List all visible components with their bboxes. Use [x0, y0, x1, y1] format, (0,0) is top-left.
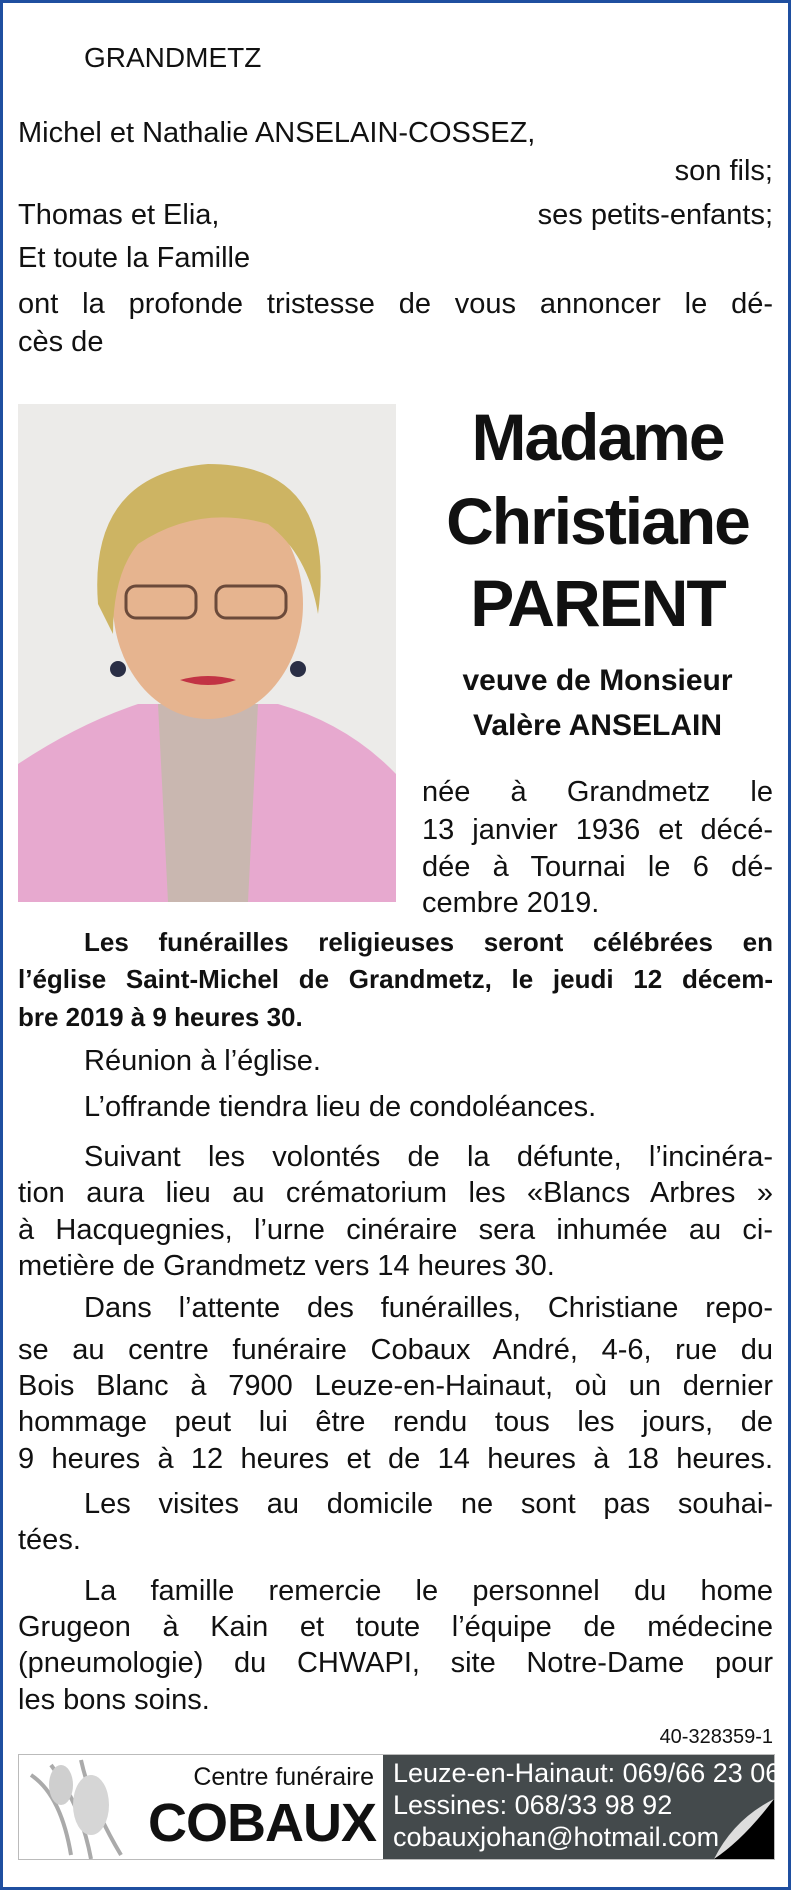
thanks-line: les bons soins.: [18, 1684, 210, 1716]
deceased-first-name: Christiane: [446, 484, 749, 558]
contact-panel: [383, 1755, 781, 1859]
visites-line: Les visites au domicile ne sont pas souhai-: [84, 1488, 773, 1520]
repose-line: 9 heures à 12 heures et de 14 heures à 18 heures.: [18, 1443, 773, 1475]
reunion-text: Réunion à l’église.: [84, 1045, 321, 1077]
birth-line: née à Grandmetz le: [422, 776, 773, 808]
funeral-home-label: Centre funéraire: [193, 1763, 374, 1791]
repose-line: Bois Blanc à 7900 Leuze-en-Hainaut, où un dernier: [18, 1370, 773, 1402]
widow-line: veuve de Monsieur: [462, 664, 733, 697]
birth-line: 13 janvier 1936 et décé-: [422, 814, 773, 846]
funeral-home-ad: [18, 1754, 781, 1860]
thanks-line: (pneumologie) du CHWAPI, site Notre-Dame pour: [18, 1647, 773, 1679]
family-relation-2: ses petits-enfants;: [537, 199, 773, 231]
birth-line: dée à Tournai le 6 dé-: [422, 851, 773, 883]
thanks-line: La famille remercie le personnel du home: [84, 1575, 773, 1607]
repose-line: Dans l’attente des funérailles, Christiane repo-: [84, 1292, 773, 1324]
incineration-line: metière de Grandmetz vers 14 heures 30.: [18, 1250, 555, 1282]
funeral-home-brand: COBAUX: [147, 1793, 376, 1853]
family-line-1: Michel et Nathalie ANSELAIN-COSSEZ,: [18, 117, 536, 149]
incineration-line: à Hacquegnies, l’urne cinéraire sera inhumée au ci-: [18, 1214, 773, 1246]
family-line-2: Thomas et Elia,: [18, 199, 220, 231]
widow-line: Valère ANSELAIN: [473, 709, 722, 742]
repose-line: se au centre funéraire Cobaux André, 4-6, rue du: [18, 1334, 773, 1366]
funeral-line: bre 2019 à 9 heures 30.: [18, 1002, 303, 1032]
incineration-line: tion aura lieu au crématorium les «Blancs Arbres »: [18, 1177, 773, 1209]
incineration-line: Suivant les volontés de la défunte, l’incinéra-: [84, 1141, 773, 1173]
page-curl-icon: [714, 1799, 774, 1859]
lily-flower-icon: [21, 1755, 131, 1859]
funeral-line: Les funérailles religieuses seront célébrées en: [84, 927, 773, 957]
birth-line: cembre 2019.: [422, 887, 600, 919]
deceased-name-title: Madame: [471, 400, 724, 474]
funeral-line: l’église Saint-Michel de Grandmetz, le jeudi 12 décem-: [18, 964, 773, 994]
announce-line: ont la profonde tristesse de vous annoncer le dé-: [18, 288, 773, 320]
place-heading: GRANDMETZ: [84, 42, 262, 73]
family-line-3: Et toute la Famille: [18, 242, 251, 274]
contact-email[interactable]: cobauxjohan@hotmail.com: [393, 1822, 720, 1852]
portrait-photo: [18, 404, 396, 902]
contact-leuze: Leuze-en-Hainaut: 069/66 23 06: [393, 1758, 781, 1788]
announce-line: cès de: [18, 326, 104, 358]
reference-number: 40-328359-1: [659, 1726, 773, 1748]
deceased-last-name: PARENT: [470, 566, 725, 640]
thanks-line: Grugeon à Kain et toute l’équipe de médecine: [18, 1611, 773, 1643]
offrande-text: L’offrande tiendra lieu de condoléances.: [84, 1091, 597, 1123]
contact-lessines: Lessines: 068/33 98 92: [393, 1790, 673, 1820]
repose-line: hommage peut lui être rendu tous les jours, de: [18, 1406, 773, 1438]
family-relation-1: son fils;: [674, 155, 773, 187]
visites-line: tées.: [18, 1524, 81, 1556]
